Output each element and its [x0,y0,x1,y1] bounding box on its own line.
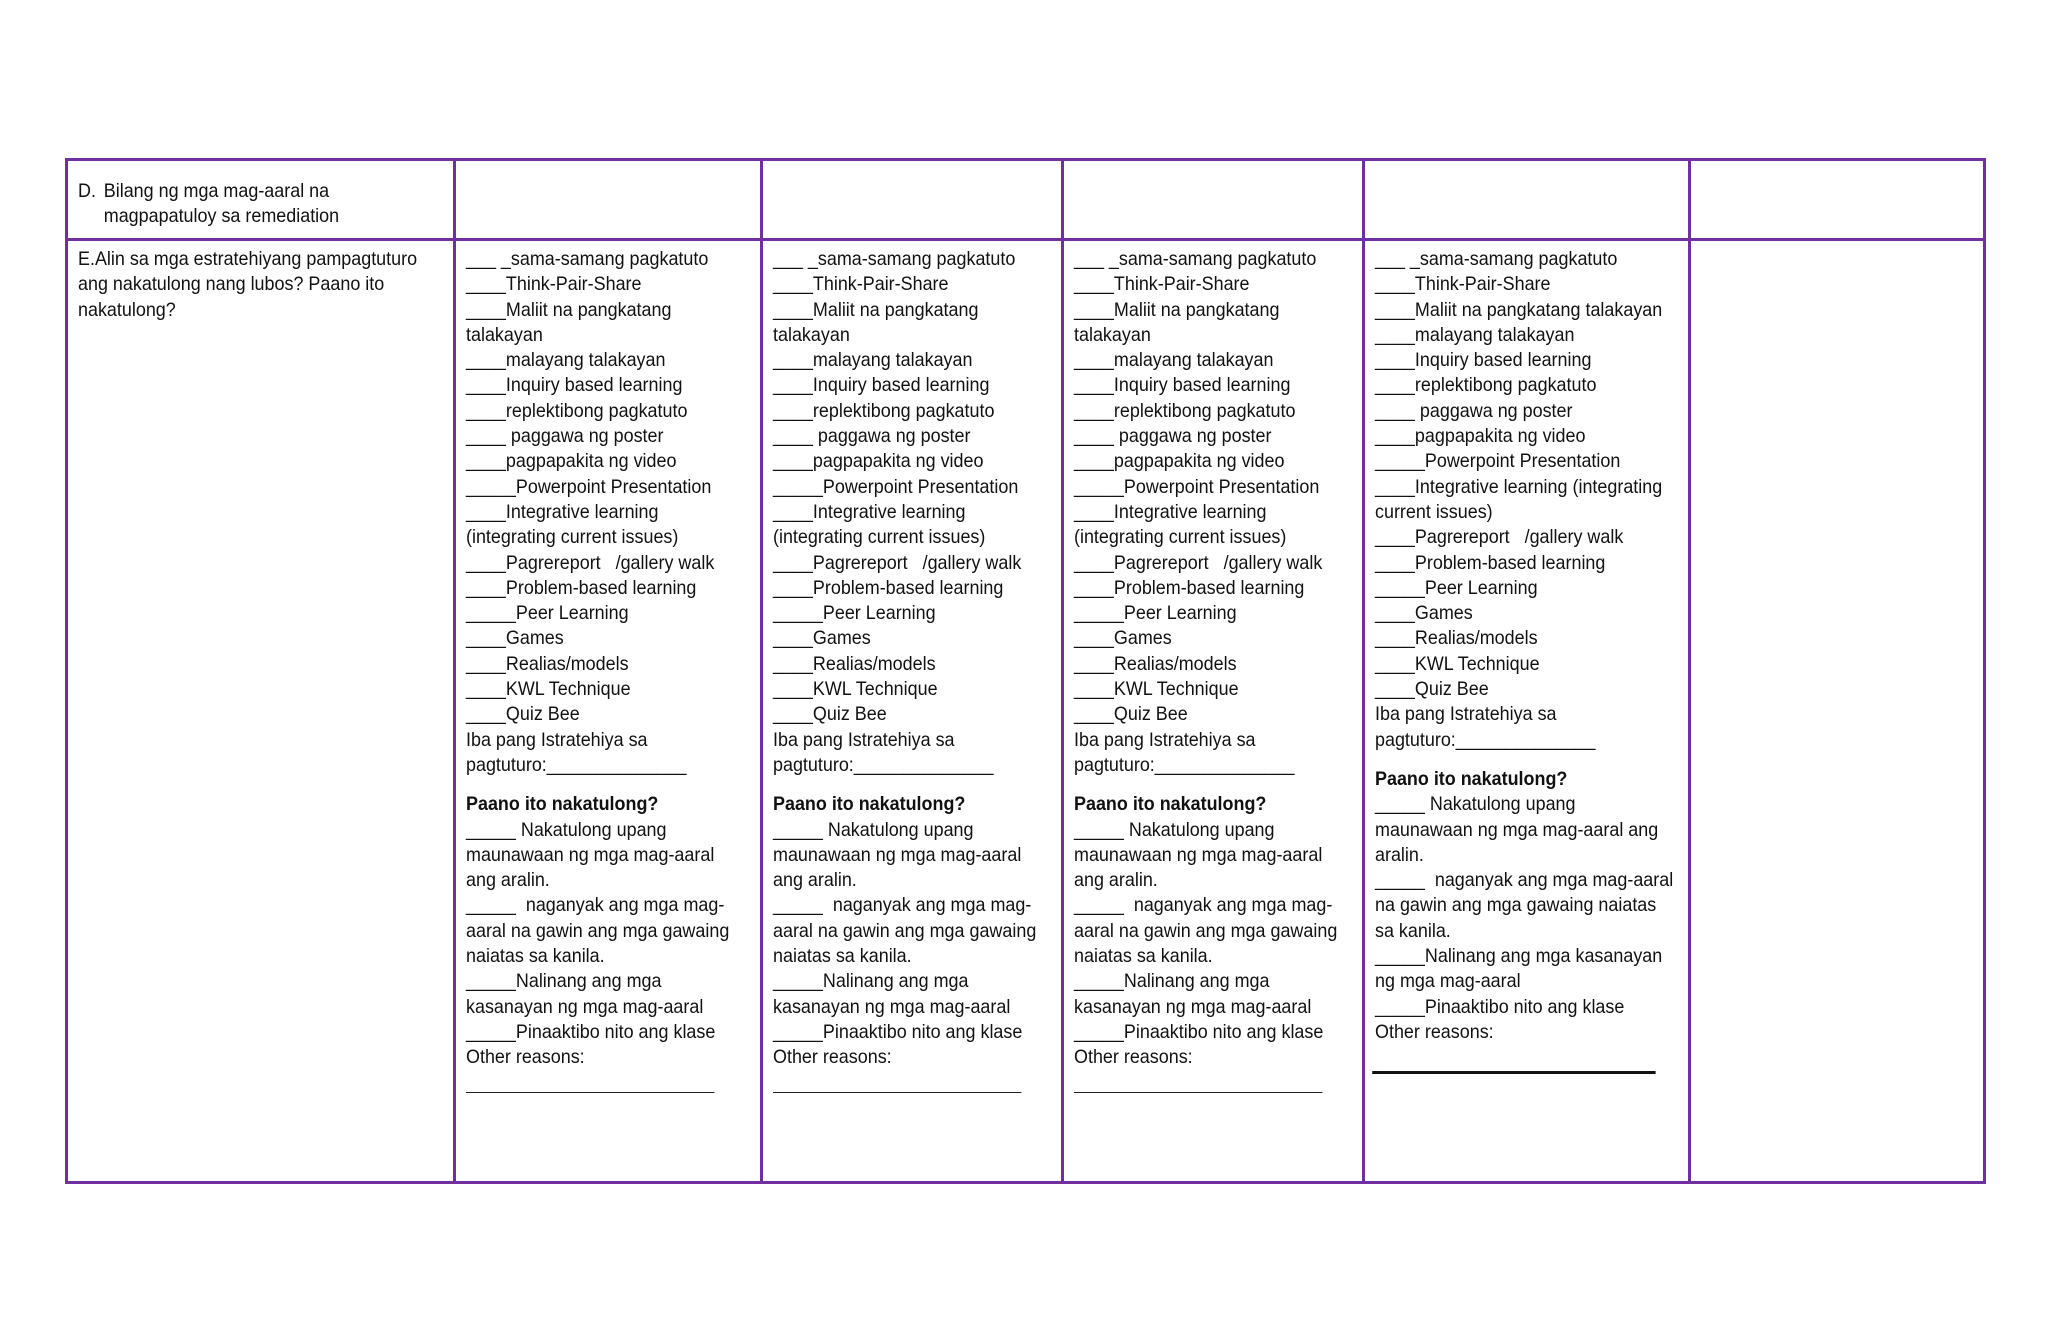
strategy-checklist-item: ____Think-Pair-Share [1375,273,1551,296]
reason-checklist-item: _____ naganyak ang mga mag- [773,894,1032,917]
reason-checklist-item: _____Pinaaktibo nito ang klase [1074,1020,1324,1043]
reason-checklist-item: kasanayan ng mga mag-aaral [1074,995,1312,1018]
reason-checklist-item: Other reasons: [773,1046,892,1069]
reason-checklist-item: _____ naganyak ang mga mag- [466,894,725,917]
strategy-checklist-item: current issues) [1375,500,1493,523]
strategy-checklist-item: ____KWL Technique [466,678,631,701]
strategy-checklist-item: ____Quiz Bee [773,703,887,726]
strategy-checklist-item: ____malayang talakayan [773,349,973,372]
strategy-checklist-item: ____Inquiry based learning [1074,374,1291,397]
strategy-checklist-item: ____Problem-based learning [1375,551,1606,574]
strategy-checklist-item: ____replektibong pagkatuto [1074,399,1296,422]
strategy-checklist-item: ___ _sama-samang pagkatuto [1074,248,1317,270]
strategy-checklist-item: ____Pagrereport /gallery walk [1375,526,1624,549]
row-d-label-cell [67,160,455,240]
strategy-checklist-item: ___ _sama-samang pagkatuto [1375,248,1618,270]
strategy-checklist-item: ____Maliit na pangkatang [466,298,672,321]
row-d-day-cell[interactable] [1690,160,1985,240]
strategy-checklist-item: talakayan [773,323,850,346]
reason-checklist-item: ang aralin. [773,869,857,892]
strategy-checklist-item: ____malayang talakayan [1074,349,1274,372]
other-reasons-blank-line[interactable] [1372,1045,1655,1074]
row-e-label-line: nakatulong? [78,298,176,321]
strategy-cell-day-5[interactable] [1690,240,1985,1183]
strategy-checklist-item: ____KWL Technique [1375,652,1540,675]
strategy-checklist-item: ____replektibong pagkatuto [1375,374,1597,397]
reason-checklist-item: Other reasons: [1375,1020,1494,1043]
strategy-checklist-item: ____Games [1074,627,1172,650]
strategy-checklist-item: ____KWL Technique [773,678,938,701]
strategy-checklist-item: ____Problem-based learning [466,576,697,599]
paano-heading: Paano ito nakatulong? [466,793,659,816]
strategy-checklist-item: ____KWL Technique [1074,678,1239,701]
daily-lesson-log-table [65,158,1986,1184]
reason-checklist-item: Other reasons: [1074,1046,1193,1069]
strategy-checklist-item: Iba pang Istratehiya sa [1074,728,1256,751]
reason-checklist-item: maunawaan ng mga mag-aaral ang [1375,818,1659,841]
strategy-checklist-item: ____malayang talakayan [1375,323,1575,346]
strategy-checklist-item: ___ _sama-samang pagkatuto [466,248,709,270]
section-spacer [1074,778,1352,792]
reason-checklist-item: ang aralin. [466,869,550,892]
strategy-cell-day-3[interactable] [1063,240,1364,1183]
reason-checklist-item: _____ Nakatulong upang [466,818,667,841]
reason-checklist-item: _____Nalinang ang mga kasanayan [1375,945,1663,968]
row-d-label-line: Bilang ng mga mag-aaral na [103,180,330,202]
reason-checklist-item: _____Nalinang ang mga [1074,970,1270,993]
strategy-checklist-item: ____Integrative learning [466,500,659,523]
strategy-checklist-item: ____malayang talakayan [466,349,666,372]
strategy-checklist-item: ____ paggawa ng poster [1375,399,1573,422]
strategy-checklist-item: pagtuturo:______________ [1375,728,1596,751]
strategy-checklist-item: ____Games [466,627,564,650]
strategy-checklist-item: ____Pagrereport /gallery walk [773,551,1022,574]
reason-checklist-item: _____Pinaaktibo nito ang klase [1375,995,1625,1018]
reason-checklist-item: kasanayan ng mga mag-aaral [773,995,1011,1018]
strategy-checklist-item: pagtuturo:______________ [1074,753,1295,776]
other-reasons-blank-line[interactable] [466,1071,714,1093]
reason-checklist-item: _____ naganyak ang mga mag- [1074,894,1333,917]
strategy-checklist-item: ____Pagrereport /gallery walk [1074,551,1323,574]
paano-heading: Paano ito nakatulong? [1375,767,1568,790]
strategy-checklist-item: ____Integrative learning (integrating [1375,475,1663,498]
reason-checklist-item: sa kanila. [1375,919,1451,942]
row-d-day-cell[interactable] [1364,160,1690,240]
strategy-checklist-item: _____Peer Learning [1375,576,1538,599]
strategy-cell-day-4[interactable] [1364,240,1690,1183]
row-e-label-cell [67,240,455,1183]
reason-checklist-item: aaral na gawin ang mga gawaing [773,919,1037,942]
section-spacer [1375,753,1678,767]
reason-checklist-item: kasanayan ng mga mag-aaral [466,995,704,1018]
row-remediation [67,160,1985,240]
reason-checklist-item: maunawaan ng mga mag-aaral [1074,843,1323,866]
strategy-checklist-item: ____Realias/models [773,652,936,675]
strategy-checklist-item: ____Realias/models [466,652,629,675]
reason-checklist-item: maunawaan ng mga mag-aaral [466,843,715,866]
strategy-checklist-item: ____ paggawa ng poster [773,425,971,448]
reason-checklist-item: _____Nalinang ang mga [773,970,969,993]
strategy-checklist-item: _____Powerpoint Presentation [773,475,1019,498]
row-strategies [67,240,1985,1183]
strategy-checklist-item: ____ paggawa ng poster [466,425,664,448]
row-d-day-cell[interactable] [1063,160,1364,240]
strategy-checklist-item: ____replektibong pagkatuto [466,399,688,422]
reason-checklist-item: naiatas sa kanila. [466,945,605,968]
strategy-checklist-item: ____Inquiry based learning [466,374,683,397]
strategy-checklist-item: ____replektibong pagkatuto [773,399,995,422]
strategy-checklist-item: (integrating current issues) [1074,526,1287,549]
reason-checklist-item: _____Nalinang ang mga [466,970,662,993]
row-d-day-cell[interactable] [455,160,762,240]
strategy-checklist-item: ____Realias/models [1375,627,1538,650]
reason-checklist-item: aralin. [1375,843,1424,866]
strategy-checklist-item: ____pagpapakita ng video [773,450,984,473]
reason-checklist-item: maunawaan ng mga mag-aaral [773,843,1022,866]
strategy-checklist-item: talakayan [1074,323,1151,346]
strategy-checklist-item: ____Think-Pair-Share [1074,273,1250,296]
reason-checklist-item: _____Pinaaktibo nito ang klase [466,1020,716,1043]
strategy-checklist-item: ____Inquiry based learning [1375,349,1592,372]
strategy-checklist-item: ____Integrative learning [1074,500,1267,523]
row-e-label-line: E.Alin sa mga estratehiyang pampagtuturo [78,248,418,270]
strategy-checklist-item: (integrating current issues) [773,526,986,549]
strategy-checklist-item: _____Powerpoint Presentation [1074,475,1320,498]
reason-checklist-item: _____ Nakatulong upang [1074,818,1275,841]
strategy-checklist-item: ____Games [1375,602,1473,625]
strategy-checklist-item: _____Powerpoint Presentation [466,475,712,498]
strategy-checklist-item: ____Maliit na pangkatang talakayan [1375,298,1663,321]
strategy-checklist-item: ____Inquiry based learning [773,374,990,397]
strategy-checklist-item: ____pagpapakita ng video [1074,450,1285,473]
strategy-checklist-item: Iba pang Istratehiya sa [773,728,955,751]
other-reasons-blank-line[interactable] [1074,1071,1322,1093]
strategy-checklist-item: ____Quiz Bee [466,703,580,726]
strategy-checklist-item: ____pagpapakita ng video [466,450,677,473]
strategy-checklist-item: ____pagpapakita ng video [1375,425,1586,448]
strategy-checklist-item: Iba pang Istratehiya sa [1375,703,1557,726]
reason-checklist-item: _____ naganyak ang mga mag-aaral [1375,869,1674,892]
strategy-checklist-item: _____Powerpoint Presentation [1375,450,1621,473]
strategy-checklist-item: ____Quiz Bee [1375,678,1489,701]
strategy-checklist-item: ____Pagrereport /gallery walk [466,551,715,574]
strategy-checklist-item: ____Maliit na pangkatang [1074,298,1280,321]
strategy-checklist-item: ___ _sama-samang pagkatuto [773,248,1016,270]
row-d-letter: D. [78,180,96,202]
strategy-checklist-item: ____Realias/models [1074,652,1237,675]
strategy-checklist-item: ____Problem-based learning [773,576,1004,599]
row-e-label-line: ang nakatulong nang lubos? Paano ito [78,273,385,296]
reason-checklist-item: aaral na gawin ang mga gawaing [1074,919,1338,942]
strategy-checklist-item: (integrating current issues) [466,526,679,549]
section-spacer [773,778,1051,792]
paano-heading: Paano ito nakatulong? [1074,793,1267,816]
strategy-checklist-item: ____Think-Pair-Share [466,273,642,296]
strategy-checklist-item: pagtuturo:______________ [773,753,994,776]
reason-checklist-item: ang aralin. [1074,869,1158,892]
reason-checklist-item: _____Pinaaktibo nito ang klase [773,1020,1023,1043]
reason-checklist-item: naiatas sa kanila. [773,945,912,968]
reason-checklist-item: na gawin ang mga gawaing naiatas [1375,894,1657,917]
strategy-checklist-item: pagtuturo:______________ [466,753,687,776]
strategy-checklist-item: _____Peer Learning [1074,602,1237,625]
strategy-checklist-item: talakayan [466,323,543,346]
strategy-checklist-item: _____Peer Learning [773,602,936,625]
strategy-checklist-item: ____Integrative learning [773,500,966,523]
reason-checklist-item: _____ Nakatulong upang [773,818,974,841]
strategy-checklist-item: ____Quiz Bee [1074,703,1188,726]
reason-checklist-item: ng mga mag-aaral [1375,970,1521,993]
reason-checklist-item: naiatas sa kanila. [1074,945,1213,968]
strategy-checklist-item: Iba pang Istratehiya sa [466,728,648,751]
section-spacer [466,778,750,792]
row-d-label-line: magpapatuloy sa remediation [103,205,340,227]
reason-checklist-item: aaral na gawin ang mga gawaing [466,919,730,942]
other-reasons-blank-line[interactable] [773,1071,1021,1093]
strategy-checklist-item: ____Games [773,627,871,650]
strategy-checklist-item: ____Problem-based learning [1074,576,1305,599]
strategy-checklist-item: ____Maliit na pangkatang [773,298,979,321]
reason-checklist-item: Other reasons: [466,1046,585,1069]
row-d-day-cell[interactable] [762,160,1063,240]
strategy-checklist-item: ____ paggawa ng poster [1074,425,1272,448]
paano-heading: Paano ito nakatulong? [773,793,966,816]
strategy-cell-day-1[interactable] [455,240,762,1183]
strategy-checklist-item: _____Peer Learning [466,602,629,625]
strategy-cell-day-2[interactable] [762,240,1063,1183]
strategy-checklist-item: ____Think-Pair-Share [773,273,949,296]
reason-checklist-item: _____ Nakatulong upang [1375,793,1576,816]
